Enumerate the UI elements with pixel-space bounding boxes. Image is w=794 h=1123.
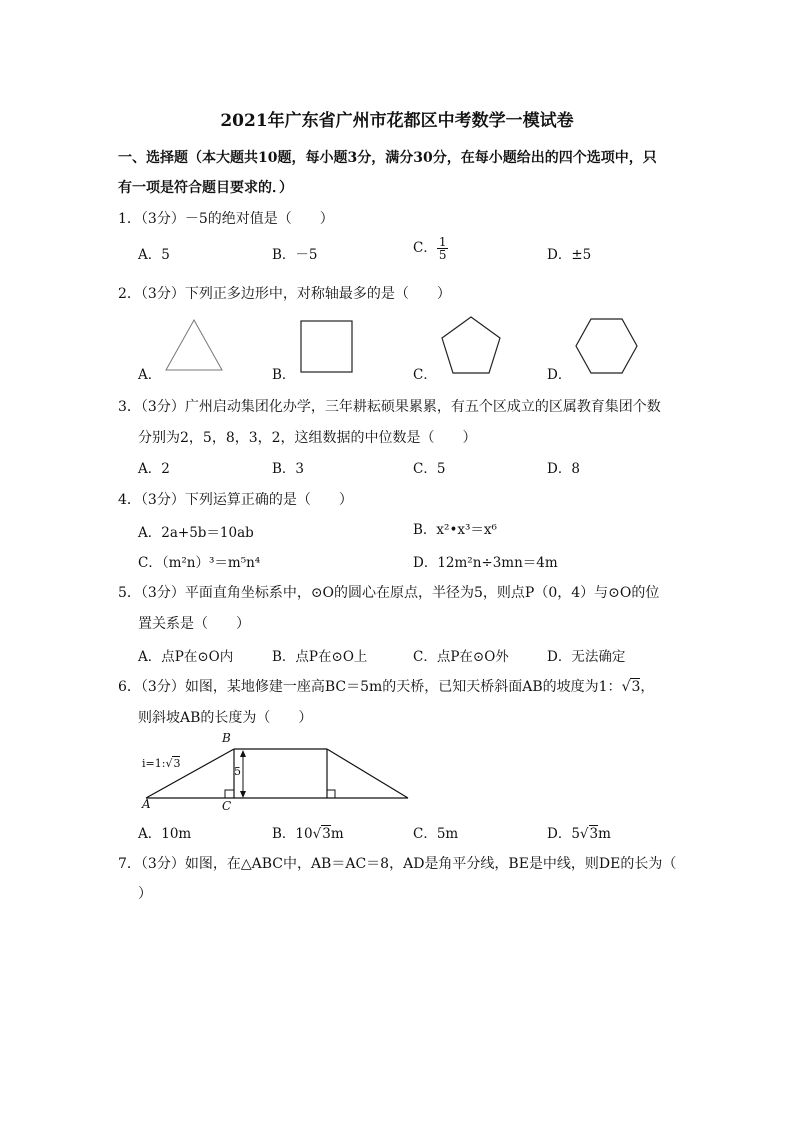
section-heading-line1: 一、选择题（本大题共10题，每小题3分，满分30分，在每小题给出的四个选项中，只 (118, 150, 657, 166)
q6-option-b-unit: m (330, 826, 344, 842)
q3-option-d: D．8 (547, 461, 580, 477)
q3-option-c: C．5 (413, 461, 446, 477)
q1-option-b: B．－5 (272, 247, 318, 263)
triangle-figure (165, 318, 225, 373)
q2-option-d: D． (547, 367, 572, 383)
q5-option-b: B．点P在⊙O上 (272, 649, 368, 665)
q3-stem-line2: 分别为2，5，8，3，2，这组数据的中位数是（ ） (138, 430, 477, 446)
q2-stem: 2．（3分）下列正多边形中，对称轴最多的是（ ） (118, 286, 451, 302)
fig-slope-label: i=1:√3 (142, 757, 181, 770)
q4-option-a: A．2a+5b＝10ab (138, 525, 254, 541)
q2-option-b: B． (272, 367, 296, 383)
q7-stem-line1: 7．（3分）如图，在△ABC中，AB＝AC＝8，AD是角平分线，BE是中线，则DE的长为（ (118, 856, 677, 872)
q6-option-c: C．5m (413, 826, 459, 842)
q5-option-a: A．点P在⊙O内 (138, 649, 234, 665)
pentagon-figure (441, 316, 503, 376)
q1-option-c-prefix: C． (413, 240, 437, 256)
q3-option-b: B．3 (272, 461, 305, 477)
fig-height-label: 5 (234, 765, 241, 778)
q4-option-c: C．（m²n）³＝m⁵n⁴ (138, 555, 261, 571)
square-figure (300, 320, 354, 374)
q5-option-d: D．无法确定 (547, 649, 626, 665)
q6-option-a: A．10m (138, 826, 192, 842)
bridge-diagram (138, 730, 413, 815)
q1-fraction-denominator: 5 (438, 248, 447, 262)
q6-stem-line2: 则斜坡AB的长度为（ ） (138, 710, 313, 726)
q1-option-d: D．±5 (547, 247, 592, 263)
q1-option-c (413, 236, 448, 261)
fig-label-c: C (222, 799, 232, 813)
q6-stem-text: 6．（3分）如图，某地修建一座高BC＝5m的天桥，已知天桥斜面AB的坡度为1： (118, 679, 622, 695)
q1-option-c-fraction (437, 236, 449, 261)
q1-fraction-numerator: 1 (438, 235, 447, 249)
q6-option-d-prefix: D．5 (547, 826, 580, 842)
fig-label-a: A (142, 797, 151, 811)
q5-stem-line1: 5．（3分）平面直角坐标系中，⊙O的圆心在原点，半径为5，则点P（0，4）与⊙O的位 (118, 585, 660, 601)
q6-stem-line1: 6．（3分）如图，某地修建一座高BC＝5m的天桥，已知天桥斜面AB的坡度为1：√3， (118, 679, 655, 695)
q6-stem-radicand: 3 (631, 679, 641, 695)
q1-option-a: A．5 (138, 247, 170, 263)
q6-option-d-unit: m (598, 826, 611, 842)
q3-option-a: A．2 (138, 461, 170, 477)
q6-option-b: B．10√3m (272, 826, 344, 842)
q4-option-d: D．12m²n÷3mn＝4m (413, 555, 558, 571)
q6-option-b-prefix: B．10 (272, 826, 313, 842)
page-title: 2021年广东省广州市花都区中考数学一模试卷 (220, 111, 574, 131)
q4-option-b: B．x²•x³＝x⁶ (413, 522, 497, 538)
fig-slope-prefix: i=1: (142, 757, 166, 770)
q5-option-c: C．点P在⊙O外 (413, 649, 509, 665)
q7-stem-line2: ） (138, 886, 152, 902)
q2-option-a: A． (138, 367, 162, 383)
q4-stem: 4．（3分）下列运算正确的是（ ） (118, 492, 353, 508)
hexagon-figure (575, 318, 639, 374)
q1-stem: 1．（3分）－5的绝对值是（ ） (118, 211, 334, 227)
fig-slope-radicand: 3 (173, 757, 181, 770)
q6-stem-tail: ， (640, 679, 655, 695)
section-heading-line2: 有一项是符合题目要求的．） (118, 180, 293, 196)
q5-stem-line2: 置关系是（ ） (138, 616, 250, 632)
q6-option-d-radicand: 3 (589, 826, 599, 842)
fig-label-b: B (222, 731, 231, 745)
q6-option-b-radicand: 3 (322, 826, 331, 842)
q3-stem-line1: 3．（3分）广州启动集团化办学，三年耕耘硕果累累，有五个区成立的区属教育集团个数 (118, 399, 661, 415)
q2-option-c: C． (413, 367, 437, 383)
q6-option-d: D．5√3m (547, 826, 611, 842)
